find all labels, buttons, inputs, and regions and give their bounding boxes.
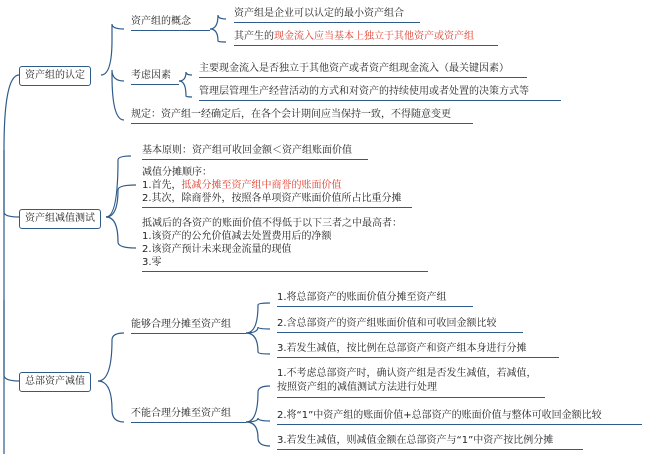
node-cognition-rule: 规定：资产组一经确定后，在各个会计期间应当保持一致，不得随意变更	[131, 109, 473, 124]
factor-item-management: 管理层管理生产经营活动的方式和对资产的持续使用或者处置的决策方式等	[199, 86, 561, 101]
test-allocation-order	[142, 166, 412, 208]
concept-item2-prefix: 其产生的	[234, 31, 274, 42]
value-floor-item2: 2.该资产预计未来现金流量的现值	[142, 244, 292, 255]
allocation-order-step2: 2.其次，除商誉外，按照各单项资产账面价值所占比重分摊	[142, 192, 412, 208]
allocable-step2: 2.含总部资产的资产组账面价值和可收回金额比较	[277, 318, 523, 333]
concept-item2-highlight: 现金流入应当基本上独立于其他资产或资产组	[274, 31, 474, 42]
test-basic-principle: 基本原则：资产组可收回金额＜资产组账面价值	[142, 145, 368, 160]
node-asset-group-concept: 资产组的概念	[131, 16, 210, 31]
allocable-step3: 3.若发生减值，按比例在总部资产和资产组本身进行分摊	[277, 343, 559, 358]
value-floor-title: 抵减后的各资产的账面价值不得低于以下三者之中最高者：	[142, 218, 402, 229]
allocation-order-step1: 1.首先，抵减分摊至资产组中商誉的账面价值	[142, 180, 342, 191]
concept-item-smallest-group: 资产组是企业可以认定的最小资产组合	[234, 8, 420, 23]
non-allocable-step2: 2.将“1”中资产组的账面价值+总部资产的账面价值与整体可收回金额比较	[277, 410, 642, 425]
non-allocable-step3: 3.若发生减值，则减值金额在总部资产与“1”中资产按比例分摊	[277, 435, 583, 450]
non-allocable-step1: 1.不考虑总部资产时，确认资产组是否发生减值，若减值，按照资产组的减值测试方法进行处理	[277, 367, 545, 398]
node-impairment-test: 资产组减值测试	[19, 209, 101, 229]
factor-item-cash-inflow: 主要现金流入是否独立于其他资产或者资产组现金流入（最关键因素）	[199, 63, 527, 78]
node-non-allocable: 不能合理分摊至资产组	[131, 408, 246, 423]
value-floor-item1: 1.该资产的公允价值减去处置费用后的净额	[142, 231, 332, 242]
trunk-branch-corporate	[4, 300, 19, 381]
allocation-order-title: 减值分摊顺序：	[142, 167, 212, 178]
node-consideration-factors: 考虑因素	[131, 70, 179, 85]
node-corporate-assets: 总部资产减值	[19, 372, 91, 392]
test-value-floor	[142, 217, 428, 272]
trunk-line	[4, 75, 19, 454]
concept-item-independent-cashflow	[234, 31, 498, 46]
node-allocable: 能够合理分摊至资产组	[131, 319, 246, 334]
trunk-branch-test	[4, 150, 19, 217]
node-asset-group-cognition: 资产组的认定	[19, 66, 91, 86]
allocation-order-step1-highlight: 抵减分摊至资产组中商誉的账面价值	[181, 180, 342, 191]
value-floor-item3: 3.零	[142, 257, 162, 268]
allocable-step1: 1.将总部资产的账面价值分摊至资产组	[277, 292, 473, 307]
